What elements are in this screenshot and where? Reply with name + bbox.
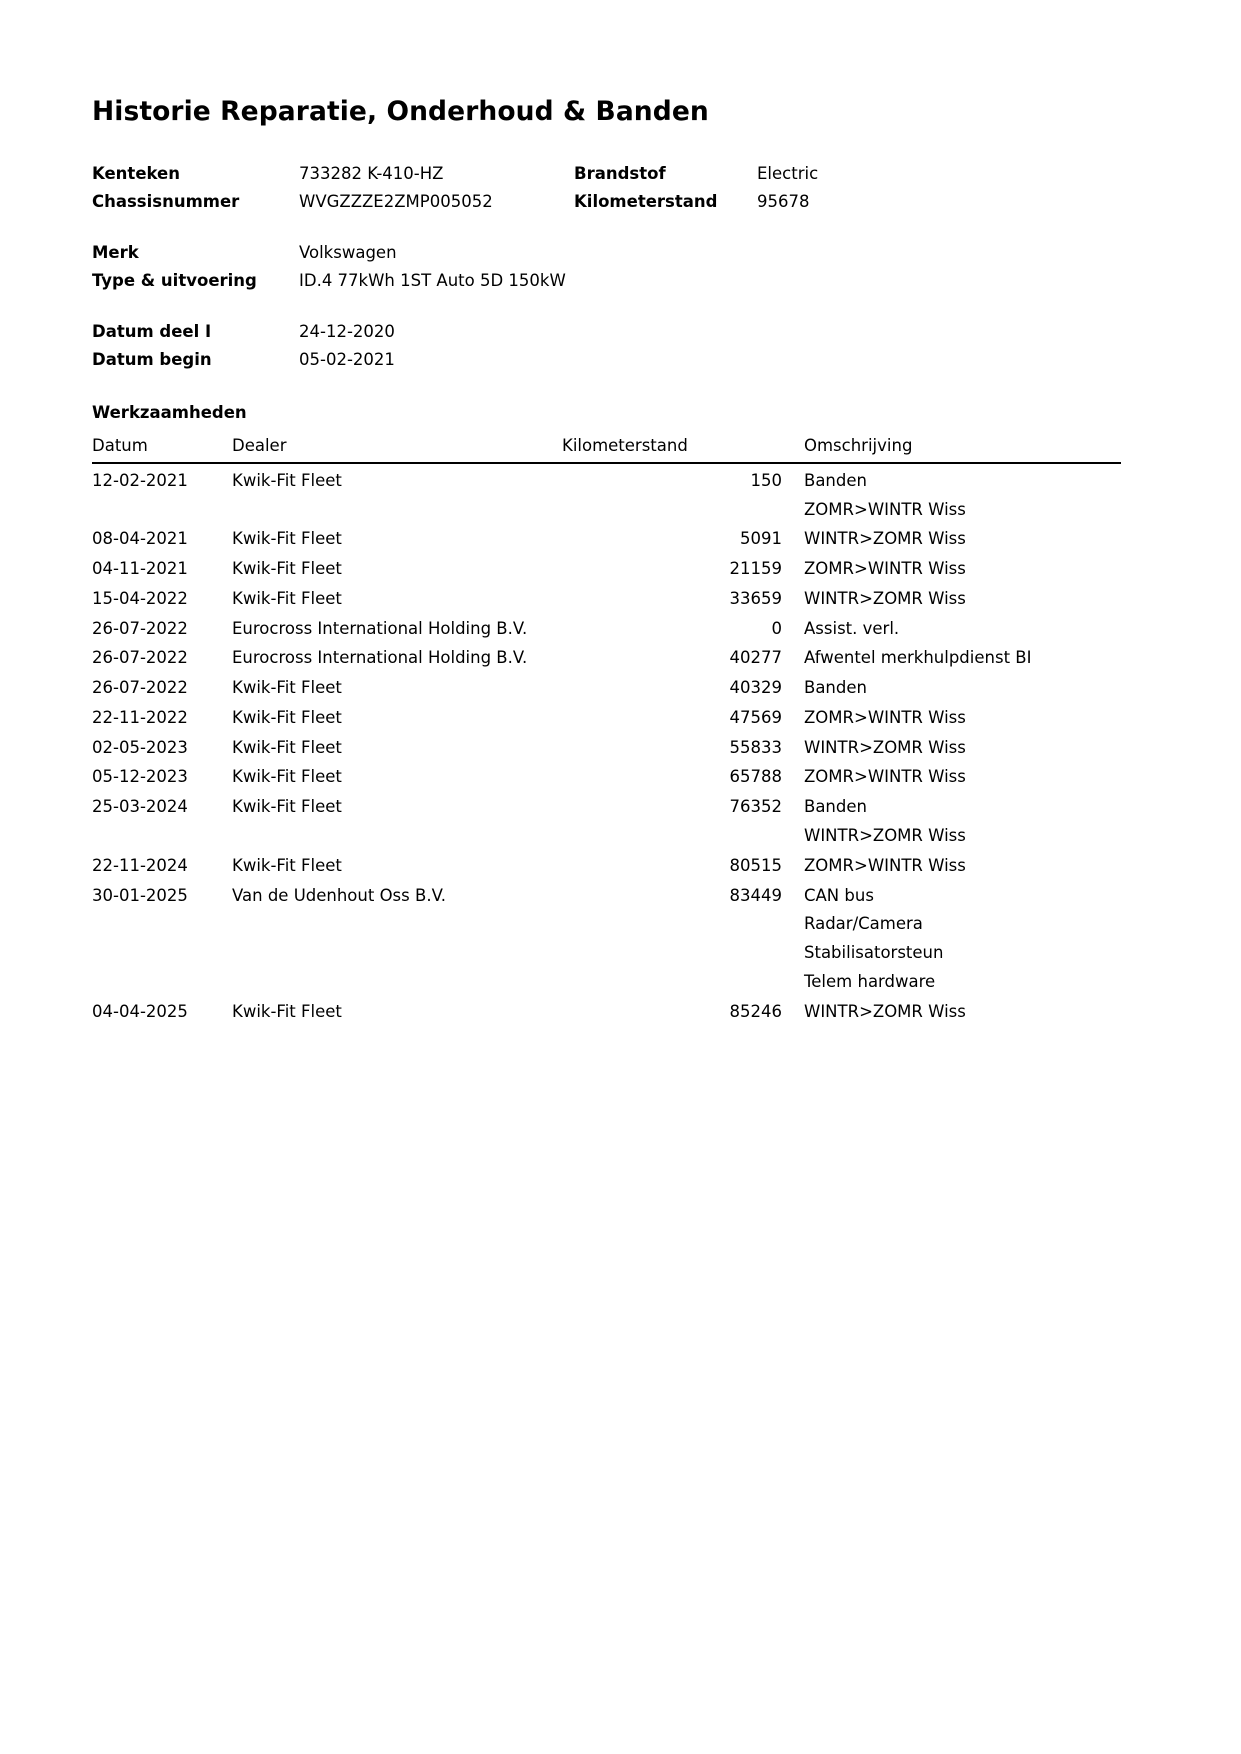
omschrijving-line: Assist. verl. xyxy=(804,618,900,638)
column-header-omschrijving: Omschrijving xyxy=(804,435,913,455)
merk-label: Merk xyxy=(92,242,139,262)
omschrijving-line: WINTR>ZOMR Wiss xyxy=(804,825,966,845)
meta-row-kenteken xyxy=(92,163,1121,183)
table-row xyxy=(92,790,1121,849)
cell-dealer: Kwik-Fit Fleet xyxy=(232,767,342,787)
table-row xyxy=(92,879,1121,995)
datum-deel1-label: Datum deel I xyxy=(92,321,212,341)
meta-row-type xyxy=(92,273,1121,290)
merk-value: Volkswagen xyxy=(299,242,397,262)
cell-datum: 05-12-2023 xyxy=(92,767,188,787)
kenteken-value: 733282 K-410-HZ xyxy=(299,163,444,183)
cell-dealer: Kwik-Fit Fleet xyxy=(232,529,342,549)
meta-spacer-1 xyxy=(92,223,1121,245)
cell-omschrijving xyxy=(792,463,1121,523)
cell-datum: 04-04-2025 xyxy=(92,1001,188,1021)
cell-omschrijving xyxy=(792,995,1121,1025)
omschrijving-line: WINTR>ZOMR Wiss xyxy=(804,737,966,757)
omschrijving-line: Banden xyxy=(804,678,867,698)
omschrijving-line: Radar/Camera xyxy=(804,914,923,934)
omschrijving-line: Banden xyxy=(804,797,867,817)
chassisnummer-label: Chassisnummer xyxy=(92,192,240,212)
cell-omschrijving xyxy=(792,582,1121,612)
omschrijving-line: Stabilisatorsteun xyxy=(804,943,944,963)
omschrijving-line: ZOMR>WINTR Wiss xyxy=(804,499,966,519)
cell-kilometerstand: 40329 xyxy=(729,678,782,698)
cell-dealer: Kwik-Fit Fleet xyxy=(232,588,342,608)
table-row xyxy=(92,463,1121,523)
vehicle-meta-block xyxy=(92,163,1121,370)
omschrijving-line: ZOMR>WINTR Wiss xyxy=(804,767,966,787)
cell-kilometerstand: 76352 xyxy=(729,797,782,817)
cell-omschrijving xyxy=(792,790,1121,849)
table-row xyxy=(92,760,1121,790)
cell-kilometerstand: 83449 xyxy=(729,885,782,905)
cell-dealer: Kwik-Fit Fleet xyxy=(232,559,342,579)
omschrijving-line: Afwentel merkhulpdienst BI xyxy=(804,648,1032,668)
omschrijving-line: WINTR>ZOMR Wiss xyxy=(804,1001,966,1021)
omschrijving-line: ZOMR>WINTR Wiss xyxy=(804,855,966,875)
werkzaamheden-heading: Werkzaamheden xyxy=(92,402,247,422)
cell-datum: 25-03-2024 xyxy=(92,797,188,817)
cell-datum: 12-02-2021 xyxy=(92,470,188,490)
table-row xyxy=(92,582,1121,612)
meta-row-chassisnummer xyxy=(92,194,1121,211)
cell-dealer: Kwik-Fit Fleet xyxy=(232,855,342,875)
cell-kilometerstand: 40277 xyxy=(729,648,782,668)
type-value: ID.4 77kWh 1ST Auto 5D 150kW xyxy=(299,271,566,291)
cell-omschrijving xyxy=(792,879,1121,995)
cell-datum: 30-01-2025 xyxy=(92,885,188,905)
brandstof-value: Electric xyxy=(757,163,819,183)
cell-omschrijving xyxy=(792,612,1121,642)
cell-dealer: Eurocross International Holding B.V. xyxy=(232,648,528,668)
table-row xyxy=(92,612,1121,642)
cell-datum: 26-07-2022 xyxy=(92,678,188,698)
omschrijving-line: Telem hardware xyxy=(804,971,936,991)
kilometerstand-label: Kilometerstand xyxy=(574,192,718,212)
omschrijving-line: Banden xyxy=(804,470,867,490)
table-row xyxy=(92,641,1121,671)
cell-dealer: Kwik-Fit Fleet xyxy=(232,737,342,757)
table-row xyxy=(92,522,1121,552)
datum-begin-label: Datum begin xyxy=(92,350,212,370)
cell-kilometerstand: 47569 xyxy=(729,707,782,727)
table-row xyxy=(92,849,1121,879)
page-title: Historie Reparatie, Onderhoud & Banden xyxy=(92,96,709,127)
cell-dealer: Kwik-Fit Fleet xyxy=(232,797,342,817)
cell-omschrijving xyxy=(792,671,1121,701)
werkzaamheden-table xyxy=(92,436,1121,1025)
cell-omschrijving xyxy=(792,522,1121,552)
cell-dealer: Kwik-Fit Fleet xyxy=(232,1001,342,1021)
column-header-datum: Datum xyxy=(92,435,148,455)
cell-datum: 22-11-2022 xyxy=(92,707,188,727)
cell-kilometerstand: 5091 xyxy=(740,529,782,549)
cell-kilometerstand: 85246 xyxy=(729,1001,782,1021)
cell-kilometerstand: 21159 xyxy=(729,559,782,579)
cell-omschrijving xyxy=(792,641,1121,671)
cell-omschrijving xyxy=(792,552,1121,582)
table-header-row xyxy=(92,436,1121,463)
meta-row-datum-begin xyxy=(92,352,1121,369)
kilometerstand-value: 95678 xyxy=(757,192,810,212)
cell-dealer: Kwik-Fit Fleet xyxy=(232,470,342,490)
type-label: Type & uitvoering xyxy=(92,271,257,291)
cell-kilometerstand: 65788 xyxy=(729,767,782,787)
cell-datum: 26-07-2022 xyxy=(92,648,188,668)
table-row xyxy=(92,995,1121,1025)
cell-omschrijving xyxy=(792,731,1121,761)
cell-datum: 22-11-2024 xyxy=(92,855,188,875)
omschrijving-line: WINTR>ZOMR Wiss xyxy=(804,588,966,608)
cell-kilometerstand: 0 xyxy=(771,618,782,638)
cell-datum: 26-07-2022 xyxy=(92,618,188,638)
meta-spacer-2 xyxy=(92,302,1121,324)
table-body xyxy=(92,463,1121,1025)
table-row xyxy=(92,731,1121,761)
table-row xyxy=(92,552,1121,582)
meta-row-merk xyxy=(92,242,1121,262)
cell-kilometerstand: 80515 xyxy=(729,855,782,875)
cell-kilometerstand: 150 xyxy=(750,470,782,490)
cell-datum: 04-11-2021 xyxy=(92,559,188,579)
cell-dealer: Van de Udenhout Oss B.V. xyxy=(232,885,446,905)
table-row xyxy=(92,671,1121,701)
cell-dealer: Eurocross International Holding B.V. xyxy=(232,618,528,638)
cell-kilometerstand: 33659 xyxy=(729,588,782,608)
kenteken-label: Kenteken xyxy=(92,163,180,183)
omschrijving-line: WINTR>ZOMR Wiss xyxy=(804,529,966,549)
cell-kilometerstand: 55833 xyxy=(729,737,782,757)
chassisnummer-value: WVGZZZE2ZMP005052 xyxy=(299,192,493,212)
column-header-dealer: Dealer xyxy=(232,435,287,455)
cell-dealer: Kwik-Fit Fleet xyxy=(232,678,342,698)
cell-datum: 15-04-2022 xyxy=(92,588,188,608)
meta-row-datum-deel-1 xyxy=(92,321,1121,341)
table-header xyxy=(92,436,1121,463)
brandstof-label: Brandstof xyxy=(574,163,666,183)
cell-datum: 08-04-2021 xyxy=(92,529,188,549)
table-row xyxy=(92,701,1121,731)
cell-dealer: Kwik-Fit Fleet xyxy=(232,707,342,727)
datum-begin-value: 05-02-2021 xyxy=(299,350,395,370)
cell-omschrijving xyxy=(792,760,1121,790)
column-header-kilometerstand: Kilometerstand xyxy=(562,435,688,455)
omschrijving-line: CAN bus xyxy=(804,885,874,905)
cell-omschrijving xyxy=(792,701,1121,731)
cell-datum: 02-05-2023 xyxy=(92,737,188,757)
omschrijving-line: ZOMR>WINTR Wiss xyxy=(804,559,966,579)
omschrijving-line: ZOMR>WINTR Wiss xyxy=(804,707,966,727)
datum-deel1-value: 24-12-2020 xyxy=(299,321,395,341)
cell-omschrijving xyxy=(792,849,1121,879)
